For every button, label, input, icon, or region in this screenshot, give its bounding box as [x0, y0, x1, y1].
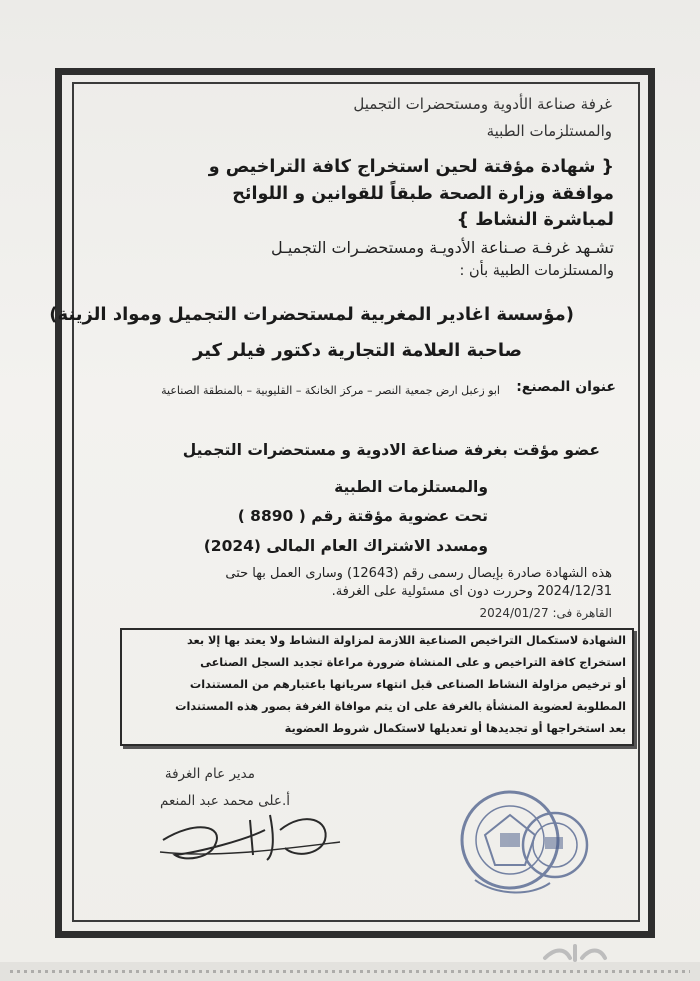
- notice-line4: المطلوبة لعضوية المنشأة بالغرفة على ان يتم موافاة الغرفة بصور هذه المستندات: [175, 700, 626, 713]
- handwritten-signature: [155, 800, 345, 870]
- company-name: (مؤسسة اغادير المغربية لمستحضرات التجميل ومواد الزينة): [49, 304, 574, 325]
- notice-line3: أو ترخيص مزاولة النشاط الصناعى قبل انتهاء سريانها باعتبارهم من المستندات: [189, 678, 626, 691]
- certify-line1: تشـهد غرفـة صـناعة الأدويـة ومستحضـرات التجميـل: [271, 238, 614, 257]
- membership-number: تحت عضوية مؤقتة رقم ( 8890 ): [237, 507, 488, 525]
- notice-line5: بعد استخراجها أو تجديدها أو تعديلها لاستكمال شروط العضوية: [284, 722, 626, 735]
- receipt-line: هذه الشهادة صادرة بإيصال رسمى رقم (12643) وسارى العمل بها حتى: [225, 566, 612, 581]
- certificate-title-line2: موافقة وزارة الصحة طبقاً للقوانين و اللوائح: [232, 184, 614, 204]
- chamber-name-line1: غرفة صناعة الأدوية ومستحضرات التجميل: [353, 95, 612, 113]
- certify-line2: والمستلزمات الطبية بأن :: [459, 263, 614, 279]
- subscription-year: ومسدد الاشتراك العام المالى (2024): [203, 537, 488, 555]
- signatory-title: مدير عام الغرفة: [164, 766, 255, 782]
- membership-line1: عضو مؤقت بغرفة صناعة الادوية و مستحضرات التجميل: [182, 441, 600, 459]
- issue-date: القاهرة فى: 2024/01/27: [479, 606, 612, 620]
- certificate-title-line3: لمباشرة النشاط }: [456, 210, 614, 230]
- official-seal-icon: [455, 785, 595, 905]
- signatory-name: أ.على محمد عبد المنعم: [160, 793, 290, 809]
- membership-line2: والمستلزمات الطبية: [334, 478, 488, 496]
- validity-line: 2024/12/31 وحررت دون اى مسئولية على الغرفة.: [331, 584, 612, 599]
- notice-line2: استخراج كافة التراخيص و على المنشاة ضرورة مراعاة تجديد السجل الصناعى: [200, 656, 626, 669]
- address-label: عنوان المصنع:: [516, 379, 616, 395]
- brand-owner: صاحبة العلامة التجارية دكتور فيلر كير: [193, 340, 522, 361]
- certificate-title-line1: { شهادة مؤقتة لحين استخراج كافة التراخيص و: [208, 157, 614, 177]
- address-value: ابو زعبل ارض جمعية النصر – مركز الخانكة – القليوبية – بالمنطقة الصناعية: [161, 384, 500, 397]
- notice-line1: الشهادة لاستكمال التراخيص الصناعية اللازمة لمزاولة النشاط ولا يعتد بها إلا بعد: [186, 634, 626, 647]
- footer-noise-line: [10, 970, 690, 973]
- chamber-name-line2: والمستلزمات الطبية: [486, 122, 612, 140]
